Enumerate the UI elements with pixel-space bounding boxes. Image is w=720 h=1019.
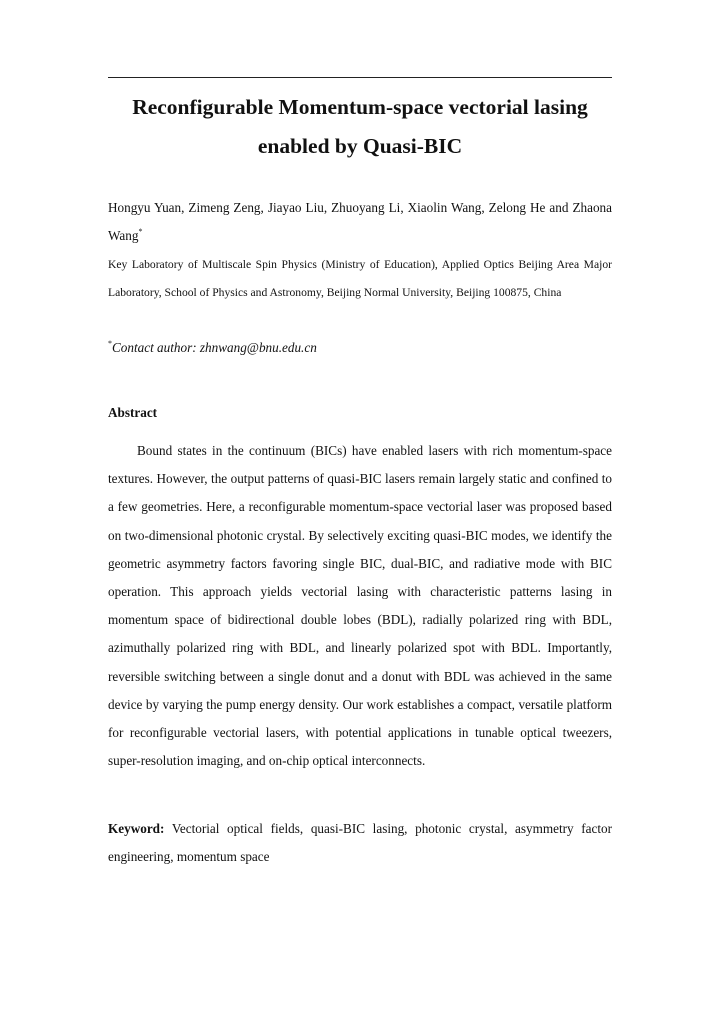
keywords-text: Vectorial optical fields, quasi-BIC lasing, photonic crystal, asymmetry factor engineering, momentum space: [108, 821, 612, 864]
abstract-heading: Abstract: [108, 405, 158, 420]
authors-text: Hongyu Yuan, Zimeng Zeng, Jiayao Liu, Zhuoyang Li, Xiaolin Wang, Zelong He and Zhaona Wang: [108, 200, 612, 243]
keywords: [108, 815, 612, 871]
title-line-2: enabled by Quasi-BIC: [257, 134, 463, 158]
contact-author: Contact author: zhnwang@bnu.edu.cn: [112, 340, 317, 355]
corresponding-author-mark: *: [138, 227, 143, 236]
keywords-label: Keyword:: [108, 821, 165, 836]
affiliation: Key Laboratory of Multiscale Spin Physics (Ministry of Education), Applied Optics Beijing Area Major Laboratory, School of Physics and Astronomy, Beijing Normal University, Beijing 100875, China: [108, 258, 612, 299]
paper-title: [108, 88, 612, 166]
top-rule: [108, 77, 612, 78]
title-line-1: Reconfigurable Momentum-space vectorial lasing: [132, 95, 588, 119]
contact-line: [108, 334, 612, 362]
author-list: [108, 194, 612, 250]
contact-mark: *: [108, 339, 112, 348]
abstract-body: Bound states in the continuum (BICs) have enabled lasers with rich momentum-space textures. However, the output patterns of quasi-BIC lasers remain largely static and confined to a few geometries. Here, a reconfigurable momentum-space vectorial laser was proposed based on two-dimensional photonic crystal. By selectively exciting quasi-BIC modes, we identify the geometric asymmetry factors favoring single BIC, dual-BIC, and radiative mode with BIC operation. This approach yields vectorial lasing with characteristic patterns lasing in momentum space of bidirectional double lobes (BDL), radially polarized ring with BDL, azimuthally polarized ring with BDL, and linearly polarized spot with BDL. Importantly, reversible switching between a single donut and a donut with BDL was achieved in the same device by varying the pump energy density. Our work establishes a compact, versatile platform for reconfigurable vectorial lasers, with potential applications in tunable optical tweezers, super-resolution imaging, and on-chip optical interconnects.: [108, 443, 612, 769]
